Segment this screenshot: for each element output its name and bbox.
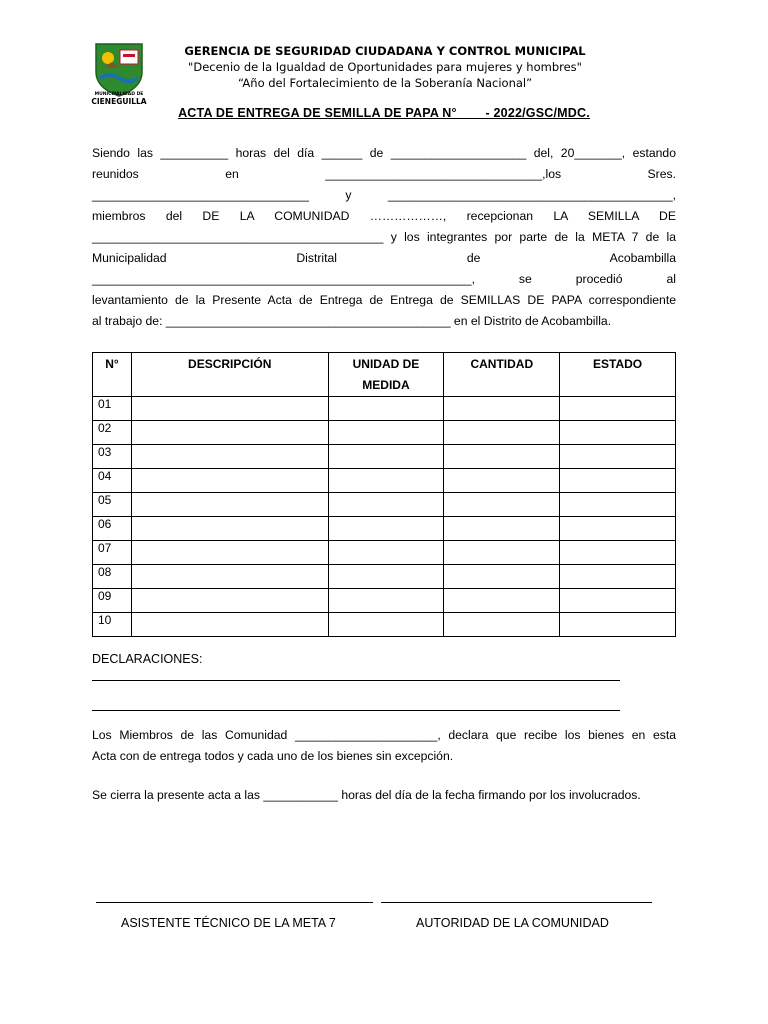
status-cell[interactable] <box>560 613 676 637</box>
table-row <box>93 517 676 541</box>
unit-cell[interactable] <box>328 589 444 613</box>
unit-cell[interactable] <box>328 469 444 493</box>
unit-cell[interactable] <box>328 445 444 469</box>
row-number: 06 <box>93 517 132 541</box>
table-header-row <box>93 353 676 397</box>
unit-cell[interactable] <box>328 397 444 421</box>
description-cell[interactable] <box>131 421 328 445</box>
intro-line: ________________________________________________________, se procedió al <box>92 272 676 286</box>
closing-paragraph <box>92 785 676 806</box>
quantity-cell[interactable] <box>444 421 560 445</box>
row-number: 05 <box>93 493 132 517</box>
status-cell[interactable] <box>560 397 676 421</box>
status-cell[interactable] <box>560 589 676 613</box>
signature-label-technical-assistant: ASISTENTE TÉCNICO DE LA META 7 <box>121 916 336 930</box>
intro-line: Siendo las __________ horas del día ______ de ____________________ del, 20_______, estando <box>92 146 676 160</box>
row-number: 08 <box>93 565 132 589</box>
document-header <box>160 43 610 91</box>
intro-line: ________________________________ y __________________________________________, <box>92 188 676 202</box>
row-number: 07 <box>93 541 132 565</box>
row-number: 04 <box>93 469 132 493</box>
signature-label-community-authority: AUTORIDAD DE LA COMUNIDAD <box>416 916 609 930</box>
declarations-line-2[interactable] <box>92 710 620 711</box>
description-cell[interactable] <box>131 397 328 421</box>
quantity-cell[interactable] <box>444 589 560 613</box>
table-row <box>93 541 676 565</box>
quantity-cell[interactable] <box>444 397 560 421</box>
status-cell[interactable] <box>560 469 676 493</box>
status-cell[interactable] <box>560 565 676 589</box>
unit-cell[interactable] <box>328 517 444 541</box>
row-number: 10 <box>93 613 132 637</box>
logo-caption-small: MUNICIPALIDAD DE <box>94 92 144 97</box>
status-cell[interactable] <box>560 445 676 469</box>
members-paragraph <box>92 725 676 767</box>
description-cell[interactable] <box>131 469 328 493</box>
document-title: ACTA DE ENTREGA DE SEMILLA DE PAPA N° ___ - 2022/GSC/MDC. <box>178 106 590 120</box>
unit-cell[interactable] <box>328 421 444 445</box>
table-row <box>93 421 676 445</box>
intro-line: ___________________________________________ y los integrantes por parte de la META 7 de la <box>92 230 676 244</box>
column-header-number: N° <box>93 353 132 397</box>
description-cell[interactable] <box>131 565 328 589</box>
signature-line-left[interactable] <box>96 902 373 903</box>
declarations-label: DECLARACIONES: <box>92 652 203 666</box>
column-header-status: ESTADO <box>560 353 676 397</box>
unit-cell[interactable] <box>328 565 444 589</box>
members-line: Acta con de entrega todos y cada uno de los bienes sin excepción. <box>92 749 454 763</box>
table-row <box>93 613 676 637</box>
intro-paragraph <box>92 143 676 332</box>
status-cell[interactable] <box>560 421 676 445</box>
intro-line: miembros del DE LA COMUNIDAD ………………, recepcionan LA SEMILLA DE <box>92 209 676 223</box>
status-cell[interactable] <box>560 517 676 541</box>
description-cell[interactable] <box>131 517 328 541</box>
quantity-cell[interactable] <box>444 541 560 565</box>
row-number: 02 <box>93 421 132 445</box>
unit-cell[interactable] <box>328 613 444 637</box>
column-header-description: DESCRIPCIÓN <box>131 353 328 397</box>
header-decade-motto: "Decenio de la Igualdad de Oportunidades para mujeres y hombres" <box>188 60 582 74</box>
table-row <box>93 589 676 613</box>
status-cell[interactable] <box>560 541 676 565</box>
column-header-quantity: CANTIDAD <box>444 353 560 397</box>
intro-line: al trabajo de: __________________________________________ en el Distrito de Acobambilla. <box>92 314 612 328</box>
row-number: 01 <box>93 397 132 421</box>
table-row <box>93 469 676 493</box>
unit-cell[interactable] <box>328 541 444 565</box>
quantity-cell[interactable] <box>444 469 560 493</box>
description-cell[interactable] <box>131 445 328 469</box>
intro-line: reunidos en ________________________________,los Sres. <box>92 167 676 181</box>
unit-cell[interactable] <box>328 493 444 517</box>
intro-line: Municipalidad Distrital de Acobambilla <box>92 251 676 265</box>
description-cell[interactable] <box>131 541 328 565</box>
table-row <box>93 493 676 517</box>
municipality-logo <box>90 42 148 104</box>
row-number: 03 <box>93 445 132 469</box>
quantity-cell[interactable] <box>444 613 560 637</box>
quantity-cell[interactable] <box>444 517 560 541</box>
declarations-line-1[interactable] <box>92 680 620 681</box>
intro-line: levantamiento de la Presente Acta de Entrega de Entrega de SEMILLAS DE PAPA correspondiente <box>92 293 676 307</box>
quantity-cell[interactable] <box>444 445 560 469</box>
items-table <box>92 352 676 637</box>
header-department: GERENCIA DE SEGURIDAD CIUDADANA Y CONTROL MUNICIPAL <box>184 44 586 58</box>
table-row <box>93 565 676 589</box>
quantity-cell[interactable] <box>444 565 560 589</box>
closing-line: Se cierra la presente acta a las ___________ horas del día de la fecha firmando por los involucrados. <box>92 788 641 802</box>
header-year-motto: “Año del Fortalecimiento de la Soberanía Nacional” <box>237 76 533 90</box>
table-row <box>93 397 676 421</box>
logo-caption-name: CIENEGUILLA <box>91 97 147 106</box>
table-row <box>93 445 676 469</box>
description-cell[interactable] <box>131 613 328 637</box>
description-cell[interactable] <box>131 589 328 613</box>
members-line: Los Miembros de las Comunidad _____________________, declara que recibe los bienes en esta <box>92 728 676 742</box>
status-cell[interactable] <box>560 493 676 517</box>
column-header-unit: UNIDAD DE MEDIDA <box>328 353 444 397</box>
description-cell[interactable] <box>131 493 328 517</box>
signature-line-right[interactable] <box>381 902 652 903</box>
row-number: 09 <box>93 589 132 613</box>
quantity-cell[interactable] <box>444 493 560 517</box>
